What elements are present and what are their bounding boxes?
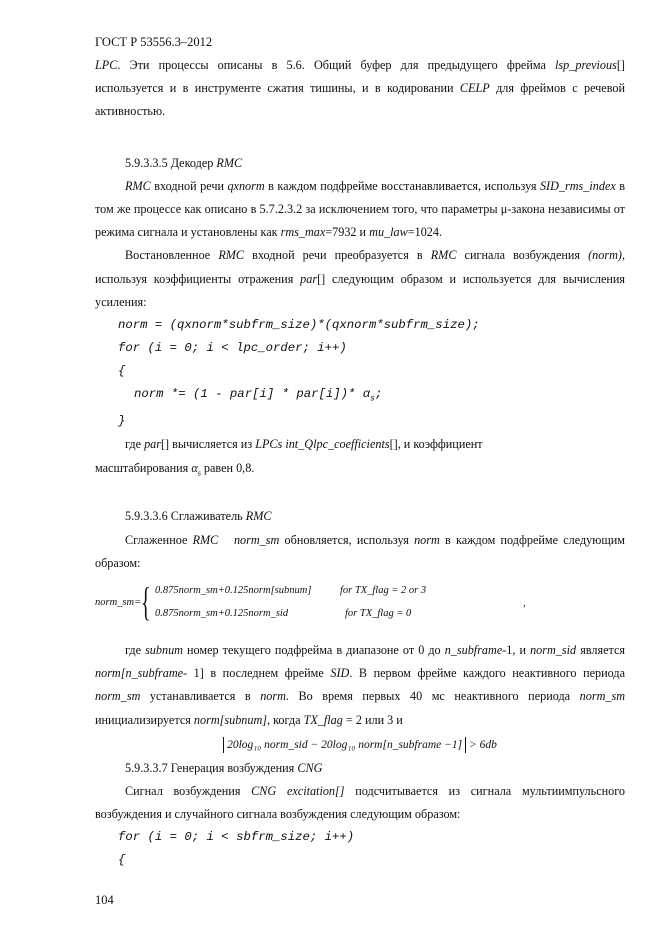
code-line: norm = (qxnorm*subfrm_size)*(qxnorm*subfrm_size);	[118, 318, 480, 333]
section-heading-rmc-smoother: 5.9.3.3.6 Сглаживатель RMC	[125, 509, 272, 524]
section-heading-rmc-decoder: 5.9.3.3.5 Декодер RMC	[125, 155, 243, 170]
paragraph-par-note: где par[] вычисляется из LPCs int_Qlpc_coefficients[], и коэффициент	[125, 437, 483, 452]
paragraph-cng-signal: Сигнал возбуждения CNG excitation[] подсчитывается из сигнала мультиимпульсного возбуждения и случайного сигнала возбуждения следующим образом:	[95, 783, 626, 822]
running-header: ГОСТ Р 53556.3–2012	[95, 35, 213, 49]
code-line: norm *= (1 - par[i] * par[i])* $\alpha_s$;	[134, 387, 383, 404]
code-block-norm	[95, 314, 625, 433]
formula-comma: ,	[523, 597, 526, 609]
code-line: {	[118, 853, 126, 868]
code-block-cng	[95, 826, 625, 872]
paragraph-subnum: где subnum номер текущего подфрейма в диапазоне от 0 до n_subframe-1, и norm_sid является norm[n_subframe- 1] в последнем фрейме SID. В первом фрейме каждого неактивного периода norm_sm устанавливается в norm. Во время первых 40 мс неактивного периода norm_sm инициализируется norm[subnum], когда TX_flag = 2 или 3 и	[95, 642, 626, 727]
formula-brace: {	[141, 578, 151, 624]
code-line: for (i = 0; i < sbfrm_size; i++)	[118, 830, 355, 845]
paragraph-rmc-restore: RMC входной речи qxnorm в каждом подфрейме восстанавливается, используя SID_rms_index в том же процессе как описано в 5.7.2.3.2 за исключением того, что параметры μ-закона независимы от режима сигнала и установлены как rms_max=7932 и mu_law=1024.	[95, 178, 625, 240]
formula-lhs: norm_sm=	[95, 596, 142, 608]
paragraph-rmc-convert: Востановленное RMC входной речи преобразуется в RMC сигнала возбуждения (norm), используя коэффициенты отражения par[] следующим образом и используется для вычисления усиления:	[95, 248, 626, 309]
code-line: {	[118, 364, 126, 379]
page-body	[95, 54, 625, 872]
formula-threshold: 20log₁₀ norm_sid − 20log₁₀ norm[n_subframe −1] > 6db	[95, 734, 625, 756]
formula-norm-sm	[95, 578, 625, 631]
paragraph-continuation: LPC. Эти процессы описаны в 5.6. Общий буфер для предыдущего фрейма lsp_previous[] используется и в инструменте сжатия тишины, и в кодировании CELP для фреймов с речевой активностью.	[95, 58, 625, 119]
formula-condition-2: for TX_flag = 0	[345, 607, 412, 619]
paragraph-par-note-cont: масштабирования $\alpha_s$ равен 0,8.	[95, 460, 255, 478]
formula-condition-1: for TX_flag = 2 or 3	[340, 584, 427, 596]
formula-case-2: 0.875norm_sm+0.125norm_sid	[155, 607, 289, 619]
code-line: for (i = 0; i < lpc_order; i++)	[118, 341, 347, 356]
section-heading-cng-excitation: 5.9.3.3.7 Генерация возбуждения CNG	[125, 760, 323, 775]
paragraph-smoothed-rmc: Сглаженное RMC norm_sm обновляется, используя norm в каждом подфрейме следующим образом:	[95, 532, 625, 570]
formula-case-1: 0.875norm_sm+0.125norm[subnum]	[155, 584, 312, 596]
page-number: 104	[95, 893, 114, 907]
code-line: }	[118, 414, 126, 429]
